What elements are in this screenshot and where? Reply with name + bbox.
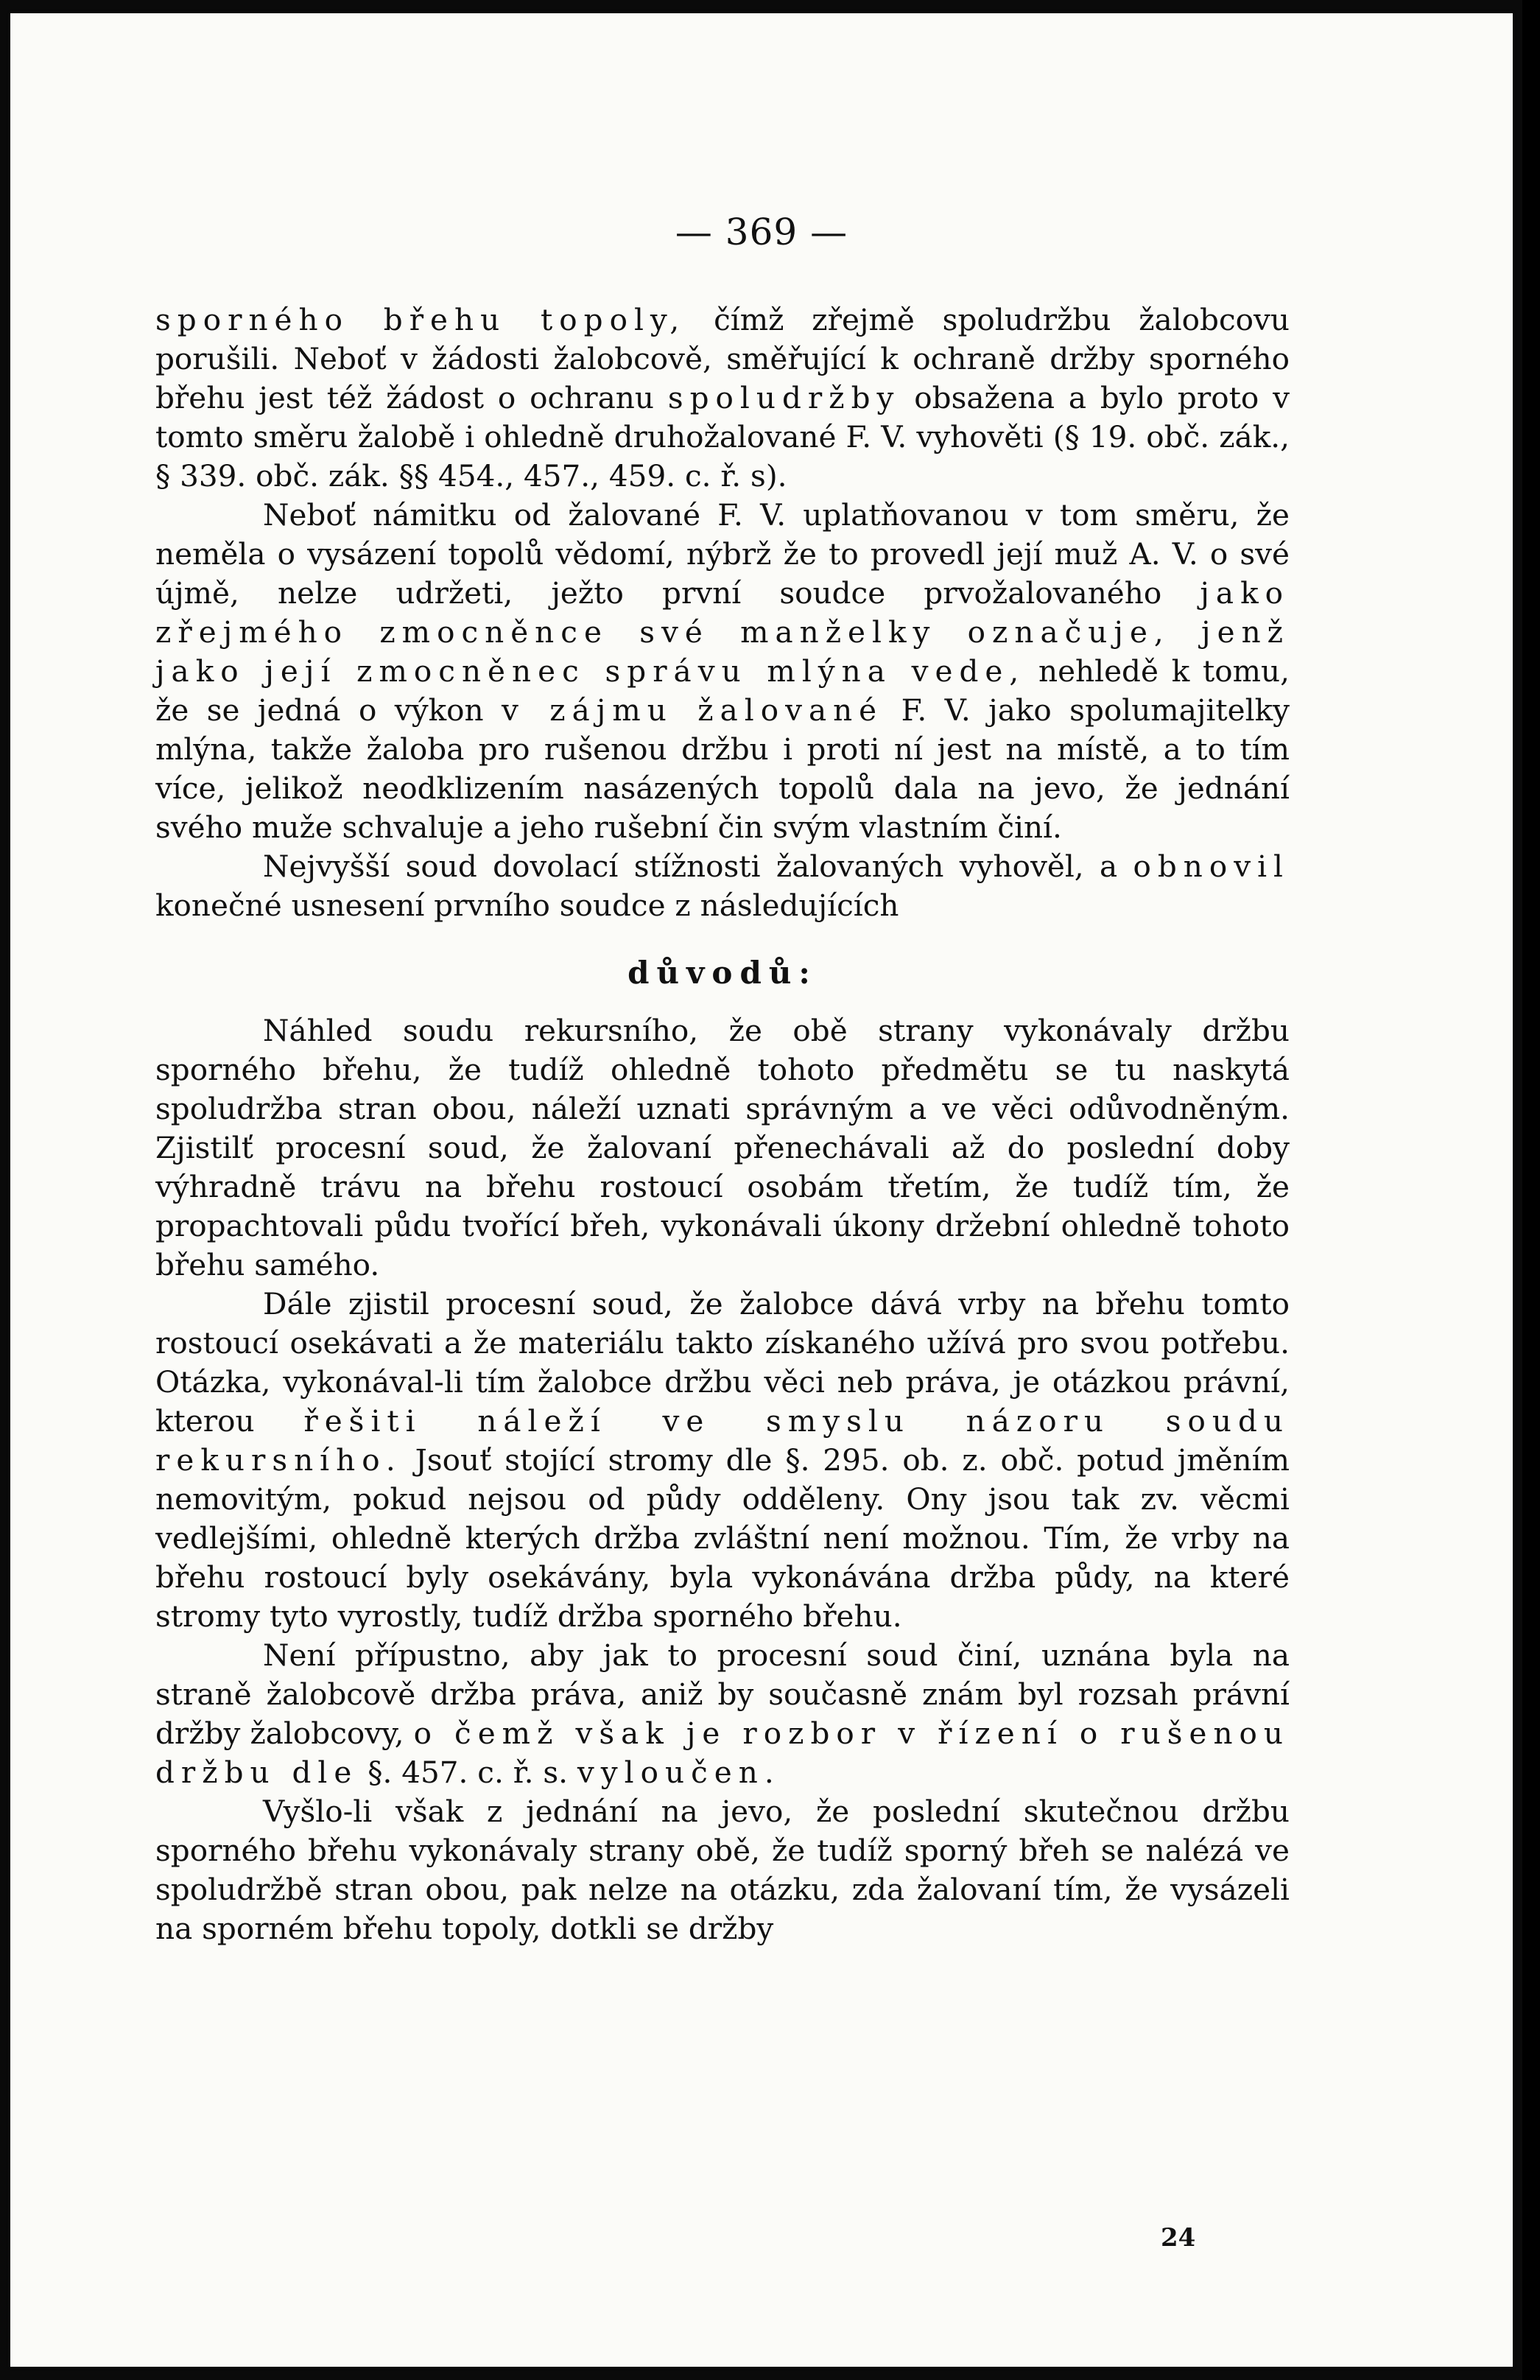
text-run: §. 457. c. ř. s. — [358, 1755, 577, 1790]
body-text — [155, 301, 1290, 1948]
text-run: F. V. jako spolumajitelky mlýna, takže žaloba pro rušenou držbu i proti ní jest na místě, a to tím více, jelikož neodklizením nasázených topolů dala na jevo, že jednání svého muže schvaluje a jeho rušební čin svým vlastním činí. — [155, 692, 1290, 845]
text-run: obsažena a bylo proto v tomto směru žalobě i ohledně druhožalované F. V. vyhověti (§ 19. obč. zák., § 339. obč. zák. §§ 454., 457., 459. c. ř. s). — [155, 380, 1290, 494]
spaced-text: obnovil — [1133, 849, 1290, 884]
spaced-text: spoludržby — [667, 380, 901, 415]
section-heading: důvodů: — [627, 955, 818, 991]
document-page — [10, 13, 1513, 2367]
text-run: Není přípustno, aby jak to procesní soud činí, uznána byla na straně žalobcově držba práva, aniž by současně znám byl rozsah právní držby žalobcovy, — [155, 1637, 1290, 1751]
text-run: Vyšlo-li však z jednání na jevo, že poslední skutečnou držbu sporného břehu vykonávaly strany obě, že tudíž sporný břeh se nalézá ve spoludržbě stran obou, pak nelze na otázku, zda žalovaní tím, že vysázeli na sporném břehu topoly, dotkli se držby — [155, 1794, 1290, 1946]
spaced-text: o čemž však je rozbor v řízení o rušenou držbu dle — [155, 1716, 1290, 1790]
page-number-header: — 369 — — [675, 211, 848, 253]
text-run: Jsouť stojící stromy dle §. 295. ob. z. obč. potud jměním nemovitým, pokud nejsou od půdy odděleny. Ony jsou tak zv. věcmi vedlejšími, ohledně kterých držba zvláštní není možnou. Tím, že vrby na břehu rostoucí byly osekávány, byla vykonávána držba půdy, na které stromy tyto vyrostly, tudíž držba sporného břehu. — [155, 1442, 1290, 1634]
spaced-text: řešiti náleží ve smyslu názoru soudu rekursního. — [155, 1403, 1290, 1478]
text-run: nehledě k tomu, že se jedná o výkon — [155, 653, 1290, 728]
paragraph-4 — [155, 1011, 1290, 1285]
spaced-text: vyloučen. — [577, 1755, 781, 1790]
paragraph-6 — [155, 1636, 1290, 1792]
text-run: Nejvyšší soud dovolací stížnosti žalovaných vyhověl, a — [263, 849, 1133, 884]
text-run: Náhled soudu rekursního, že obě strany vykonávaly držbu sporného břehu, že tudíž ohledně tohoto předmětu se tu naskytá spoludržba stran obou, náleží uznati správným a ve věci odůvodněným. Zjistilť procesní soud, že žalovaní přenechávali až do poslední doby výhradně trávu na břehu rostoucí osobám třetím, že tudíž tím, že propachtovali půdu tvořící břeh, vykonávali úkony držební ohledně tohoto břehu samého. — [155, 1013, 1290, 1282]
text-run: čímž zřejmě spoludržbu žalobcovu porušili. Neboť v žádosti žalobcově, směřující k ochraně držby sporného břehu jest též žádost o ochranu — [155, 302, 1290, 415]
spaced-text: v zájmu žalované — [502, 692, 884, 728]
paragraph-5 — [155, 1285, 1290, 1636]
paragraph-3 — [155, 847, 1290, 925]
scan-edge — [1522, 0, 1540, 2380]
paragraph-1 — [155, 301, 1290, 496]
text-run: Neboť námitku od žalované F. V. uplatňovanou v tom směru, že neměla o vysázení topolů vědomí, nýbrž že to provedl její muž A. V. o své újmě, nelze udržeti, ježto první soudce prvožalovaného — [155, 497, 1290, 611]
spaced-text: jako zřejmého zmocněnce své manželky označuje, jenž jako její zmocněnec správu mlýna vede, — [155, 575, 1290, 689]
paragraph-2 — [155, 496, 1290, 847]
paragraph-7 — [155, 1792, 1290, 1948]
text-run: Dále zjistil procesní soud, že žalobce dává vrby na břehu tomto rostoucí osekávati a že materiálu takto získaného užívá pro svou potřebu. Otázka, vykonával-li tím žalobce držbu věci neb práva, je otázkou právní, kterou — [155, 1286, 1290, 1439]
signature-mark: 24 — [1161, 2223, 1196, 2253]
text-run: konečné usnesení prvního soudce z následujících — [155, 888, 899, 923]
spaced-text: sporného břehu topoly, — [155, 302, 686, 337]
